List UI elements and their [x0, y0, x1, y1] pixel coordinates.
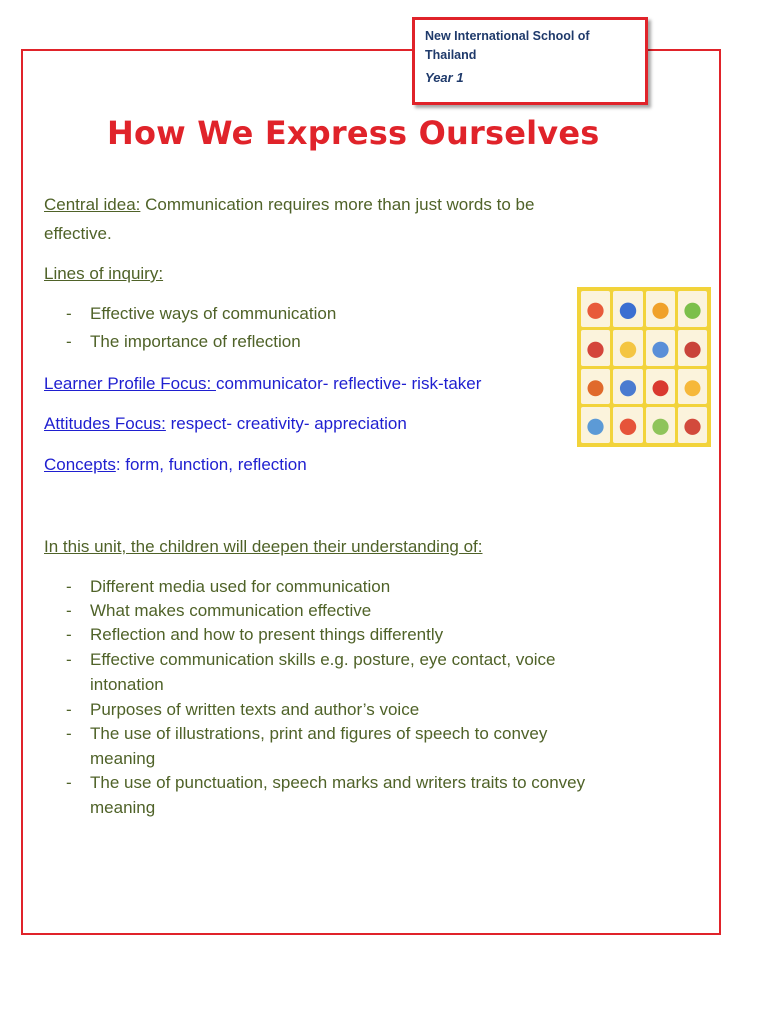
artwork-tile [581, 369, 610, 405]
unit-item: The use of punctuation, speech marks and writers traits to convey [90, 773, 586, 792]
attitudes-text: respect- creativity- appreciation [165, 414, 407, 433]
inquiry-item: The importance of reflection [90, 332, 301, 351]
learner-profile-text: communicator- reflective- risk-taker [215, 374, 482, 393]
lines-of-inquiry-label: Lines of inquiry: [44, 264, 164, 283]
bullet-dash: - [66, 304, 72, 323]
concepts-line [44, 453, 307, 477]
unit-item: Different media used for communication [90, 577, 391, 596]
bullet-dash: - [66, 601, 72, 620]
learner-profile-line [44, 372, 481, 396]
attitudes-line [44, 412, 407, 436]
concepts-text: : form, function, reflection [115, 455, 307, 474]
bullet-dash: - [66, 332, 72, 351]
artwork-tile [646, 330, 675, 366]
artwork-tile [613, 330, 642, 366]
central-idea-line2: effective. [44, 224, 112, 243]
artwork-tile [613, 369, 642, 405]
artwork-tile [613, 291, 642, 327]
learner-profile-label: Learner Profile Focus: [44, 374, 216, 393]
attitudes-label: Attitudes Focus: [44, 414, 166, 433]
bullet-dash: - [66, 650, 72, 669]
artwork-tile [678, 330, 707, 366]
inquiry-item: Effective ways of communication [90, 304, 337, 323]
artwork-tile [646, 291, 675, 327]
bullet-dash: - [66, 577, 72, 596]
artwork-tile [678, 369, 707, 405]
central-idea-text: Communication requires more than just words to be [140, 195, 535, 214]
unit-item-continued: intonation [90, 675, 164, 694]
concepts-label: Concepts [44, 455, 116, 474]
page-title: How We Express Ourselves [107, 114, 600, 152]
school-year: Year 1 [425, 70, 464, 85]
artwork-tile [581, 291, 610, 327]
bullet-dash: - [66, 625, 72, 644]
unit-label: In this unit, the children will deepen their understanding of: [44, 537, 483, 556]
artwork-tile [613, 407, 642, 443]
artwork-tile [678, 291, 707, 327]
unit-item-continued: meaning [90, 749, 156, 768]
artwork-tile [646, 369, 675, 405]
artwork-tile [678, 407, 707, 443]
school-name: New International School of Thailand [425, 29, 590, 62]
unit-item: The use of illustrations, print and figures of speech to convey [90, 724, 548, 743]
childrens-artwork-image [577, 287, 711, 447]
artwork-tile [646, 407, 675, 443]
unit-item-continued: meaning [90, 798, 156, 817]
unit-item: Reflection and how to present things differently [90, 625, 444, 644]
unit-item: What makes communication effective [90, 601, 372, 620]
artwork-tile [581, 407, 610, 443]
central-idea-line1 [44, 193, 534, 217]
bullet-dash: - [66, 700, 72, 719]
unit-item: Effective communication skills e.g. posture, eye contact, voice [90, 650, 556, 669]
unit-item: Purposes of written texts and author’s voice [90, 700, 420, 719]
bullet-dash: - [66, 724, 72, 743]
school-info-box [412, 17, 648, 105]
central-idea-label: Central idea: [44, 195, 141, 214]
bullet-dash: - [66, 773, 72, 792]
artwork-tile [581, 330, 610, 366]
